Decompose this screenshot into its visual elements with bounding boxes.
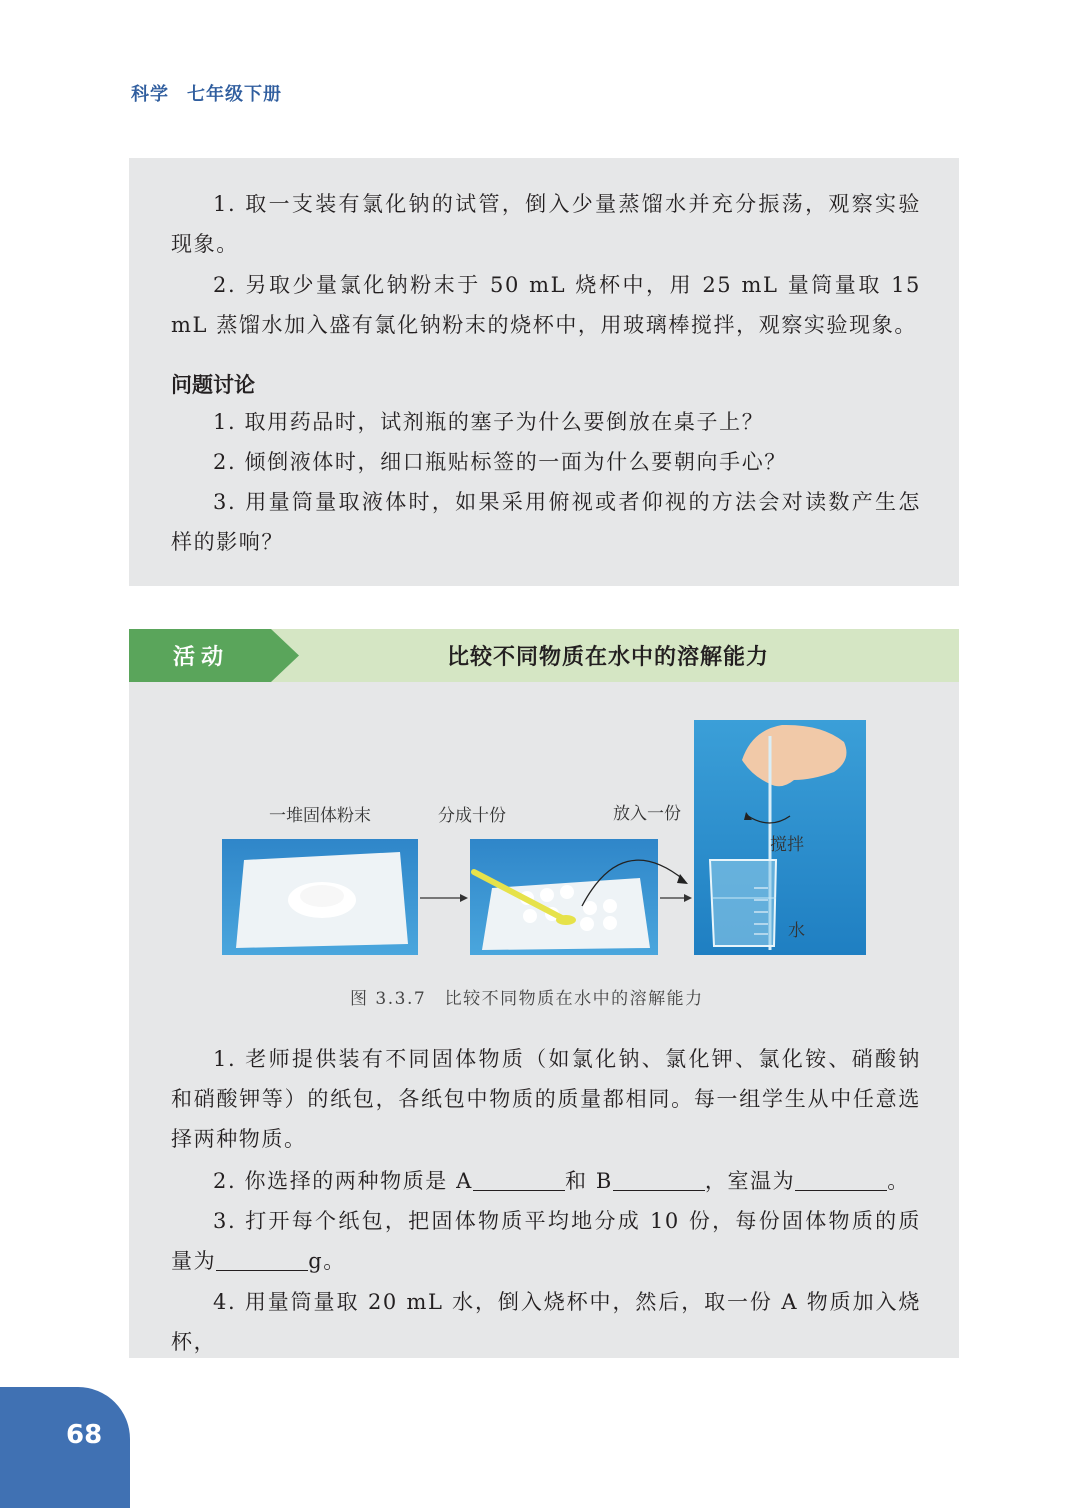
step-2-part-c: ，室温为 (704, 1169, 796, 1193)
activity-step-3 (171, 1201, 921, 1281)
question-2: 2. 倾倒液体时，细口瓶贴标签的一面为什么要朝向手心？ (213, 450, 787, 474)
activity-step-2 (171, 1161, 921, 1201)
step-2-part-d: 。 (887, 1169, 910, 1193)
blank-substance-a[interactable] (473, 1169, 565, 1191)
step-2-text: 2. 另取少量氯化钠粉末于 50 mL 烧杯中，用 25 mL 量筒量取 15 mL 蒸馏水加入盛有氯化钠粉末的烧杯中，用玻璃棒搅拌，观察实验现象。 (171, 273, 921, 337)
question-3: 3. 用量筒量取液体时，如果采用俯视或者仰视的方法会对读数产生怎样的影响？ (171, 490, 921, 554)
question-1: 1. 取用药品时，试剂瓶的塞子为什么要倒放在桌子上？ (213, 410, 765, 434)
activity-banner (129, 629, 959, 682)
activity-tag: 活动 (173, 645, 230, 670)
blank-room-temp[interactable] (795, 1169, 887, 1191)
step-2-part-a: 2. 你选择的两种物质是 A (213, 1169, 473, 1193)
label-pile: 一堆固体粉末 (269, 806, 371, 826)
step-3-part-b: g。 (308, 1249, 346, 1273)
step-2-part-b: 和 B (564, 1169, 613, 1193)
label-stir: 搅拌 (770, 835, 804, 855)
book-header (131, 80, 300, 106)
label-split: 分成十份 (438, 806, 506, 826)
figure-caption: 图 3.3.7 比较不同物质在水中的溶解能力 (350, 989, 704, 1009)
page-number: 68 (66, 1420, 103, 1450)
step-3-part-a: 3. 打开每个纸包，把固体物质平均地分成 10 份，每份固体物质的质量为 (171, 1209, 921, 1273)
photo-split-ten (470, 839, 688, 955)
page-tab (0, 1387, 130, 1508)
blank-substance-b[interactable] (613, 1169, 705, 1191)
subject-label: 科学 (131, 84, 169, 105)
label-put: 放入一份 (613, 804, 681, 824)
photo-powder-pile (222, 839, 418, 955)
discussion-heading: 问题讨论 (171, 373, 255, 397)
step-1-text: 1. 取一支装有氯化钠的试管，倒入少量蒸馏水并充分振荡，观察实验现象。 (171, 192, 921, 256)
activity-step-4: 4. 用量筒量取 20 mL 水，倒入烧杯中，然后，取一份 A 物质加入烧杯， (171, 1290, 921, 1354)
activity-step-1: 1. 老师提供装有不同固体物质（如氯化钠、氯化钾、氯化铵、硝酸钠和硝酸钾等）的纸包，各纸包中物质的质量都相同。每一组学生从中任意选择两种物质。 (171, 1047, 921, 1151)
blank-mass[interactable] (216, 1249, 308, 1271)
label-water: 水 (788, 921, 805, 941)
grade-label: 七年级下册 (187, 84, 282, 105)
activity-title: 比较不同物质在水中的溶解能力 (447, 645, 770, 670)
